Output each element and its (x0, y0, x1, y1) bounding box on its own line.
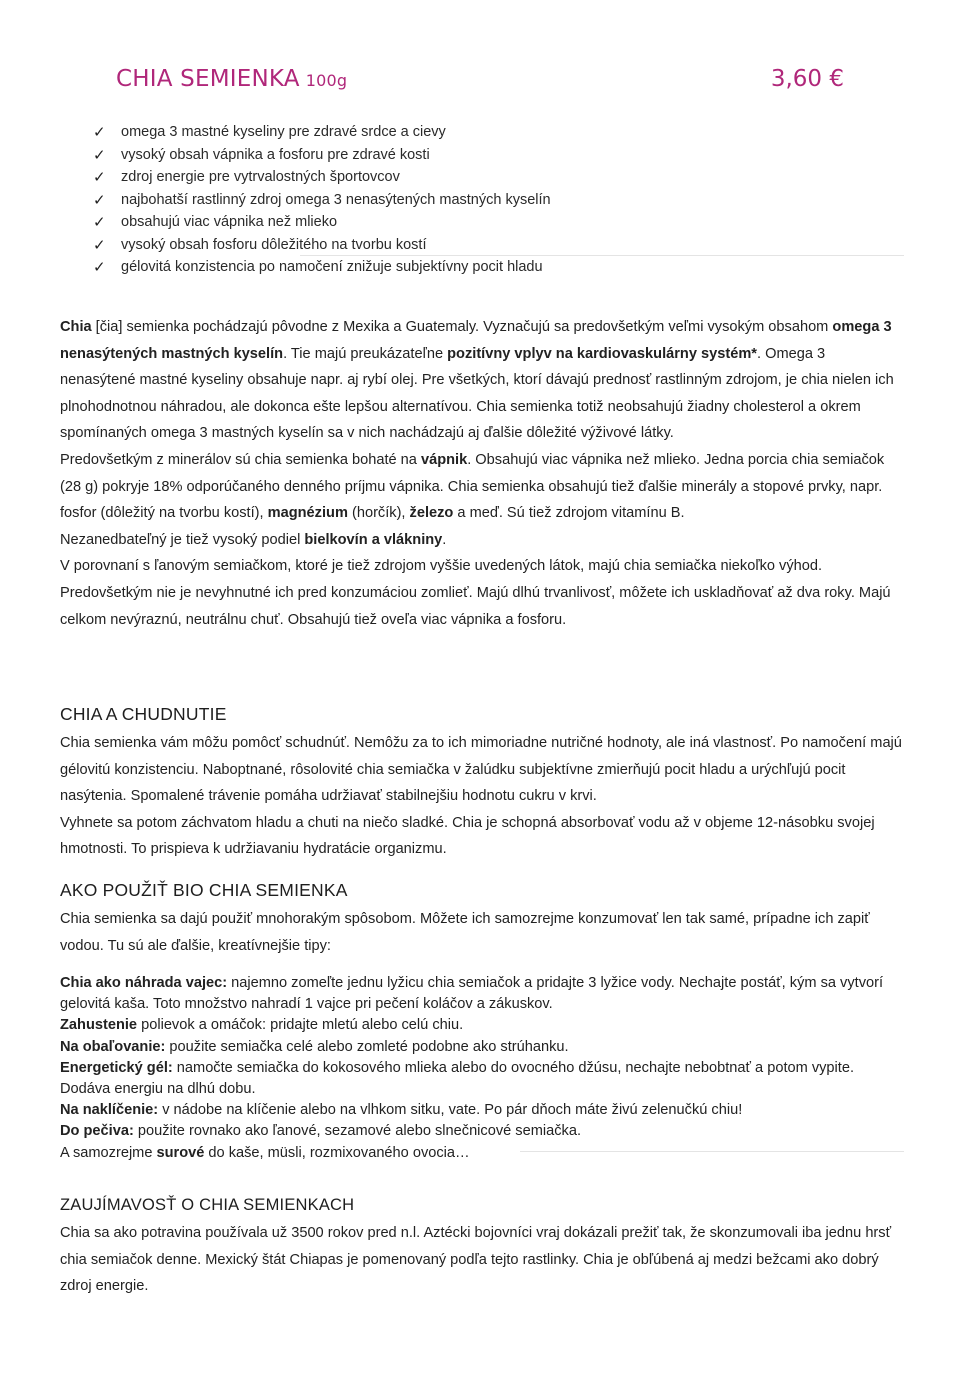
intro-block (60, 314, 902, 633)
facts-paragraph: Chia sa ako potravina používala už 3500 rokov pred n.l. Aztécki bojovníci vraj dokázali prežiť tak, že skonzumovali iba jednu hrsť chia semiačok denne. Mexický štát Chiapas je pomenovaný podľa tejto rastlinky. Chia je obľúbená aj medzi bežcami ako dobrý zdroj energie. (60, 1225, 892, 1295)
check-icon: ✓ (93, 168, 106, 186)
diet-paragraph-1: Chia semienka vám môžu pomôcť schudnúť. Nemôžu za to ich mimoriadne nutričné hodnoty, ale iná vlastnosť. Po namočení majú gélovitú konzistenciu. Naboptnané, rôsolovité chia semiačka v žalúdku subjektívne zmierňujú pocit hladu a urýchľujú pocit nasýtenia. Spomalené trávenie pomáha udržiavať stabilnejšiu hodnotu cukru v krvi. (60, 735, 902, 805)
checklist-item: ✓ vysoký obsah vápnika a fosforu pre zdravé kosti (93, 144, 903, 167)
checklist-item: ✓ najbohatší rastlinný zdroj omega 3 nenasýtených mastných kyselín (93, 189, 903, 212)
product-price: 3,60 € (770, 66, 844, 92)
heading-usage: AKO POUŽIŤ BIO CHIA SEMIENKA (60, 880, 348, 900)
check-icon: ✓ (93, 123, 106, 141)
tip-item: Do pečiva: použite rovnako ako ľanové, sezamové alebo slnečnicové semiačka. (60, 1123, 581, 1140)
divider (300, 255, 904, 256)
protein-paragraph: Nezanedbateľný je tiež vysoký podiel bielkovín a vlákniny. (60, 531, 447, 548)
usage-intro: Chia semienka sa dajú použiť mnohorakým spôsobom. Môžete ich samozrejme konzumovať len tak samé, prípadne ich zapiť vodou. Tu sú ale ďalšie, kreatívnejšie tipy: (60, 911, 870, 954)
minerals-paragraph: Predovšetkým z minerálov sú chia semienka bohaté na vápnik. Obsahujú viac vápnika než mlieko. Jedna porcia chia semiačok (28 g) pokryje 18% odporúčaného denného príjmu vápnika. Chia semienka obsahujú tiež ďalšie minerály a stopové prvky, napr. fosfor (dôležitý na tvorbu kostí), magnézium (horčík), železo a meď. Sú tiež zdrojom vitamínu B. (60, 451, 885, 522)
tip-item: Energetický gél: namočte semiačka do kokosového mlieka alebo do ovocného džúsu, nechajte nebobtnať a potom vypite. Dodáva energiu na dlhú dobu. (60, 1059, 855, 1098)
usage-tips (60, 973, 902, 1164)
tip-item: Na obaľovanie: použite semiačka celé alebo zomleté podobne ako strúhanku. (60, 1038, 569, 1055)
tip-item: Zahustenie polievok a omáčok: pridajte mletú alebo celú chiu. (60, 1017, 464, 1034)
tip-item: Chia ako náhrada vajec: najemno zomeľte jednu lyžicu chia semiačok a pridajte 3 lyžice vody. Nechajte postáť, kým sa vytvorí gelovitá kaša. Toto množstvo nahradí 1 vajce pri pečení koláčov a zákuskov. (60, 975, 884, 1013)
usage-intro-block (60, 906, 902, 959)
checklist-item: ✓ zdroj energie pre vytrvalostných športovcov (93, 166, 903, 189)
product-title (116, 66, 347, 92)
tip-item: A samozrejme surové do kaše, müsli, rozmixovaného ovocia… (60, 1144, 470, 1161)
flax-paragraph: V porovnaní s ľanovým semiačkom, ktoré je tiež zdrojom vyššie uvedených látok, majú chia semiačka niekoľko výhod. Predovšetkým nie je nevyhnutné ich pred konzumáciou zomlieť. Majú dlhú trvanlivosť, môžete ich uskladňovať až dva roky. Majú celkom nevýraznú, neutrálnu chuť. Obsahujú tiež oveľa viac vápnika a fosforu. (60, 558, 891, 628)
product-name: CHIA SEMIENKA (116, 66, 300, 92)
check-icon: ✓ (93, 235, 106, 254)
checklist-item: ✓ obsahujú viac vápnika než mlieko (93, 211, 903, 234)
check-icon: ✓ (93, 145, 106, 164)
diet-block (60, 730, 902, 863)
tip-item: Na naklíčenie: v nádobe na klíčenie alebo na vlhkom sitku, vate. Po pár dňoch máte živú zelenučkú chiu! (60, 1102, 743, 1119)
intro-paragraph: Chia [čia] semienka pochádzajú pôvodne z Mexika a Guatemaly. Vyznačujú sa predovšetkým veľmi vysokým obsahom omega 3 nenasýtených mastných kyselín. Tie majú preukázateľne pozitívny vplyv na kardiovaskulárny systém*. Omega 3 nenasýtené mastné kyseliny obsahuje napr. aj rybí olej. Pre všetkých, ktorí dávajú prednosť rastlinným zdrojom, je chia nielen ich plnohodnotnou náhradou, ale dokonca ešte lepšou alternatívou. Chia semienka totiž neobsahujú žiadny cholesterol a okrem spomínaných omega 3 mastných kyselín sa v nich nachádzajú aj ďalšie dôležité výživové látky. (60, 319, 894, 442)
facts-block (60, 1220, 902, 1300)
product-weight: 100g (305, 71, 348, 90)
diet-paragraph-2: Vyhnete sa potom záchvatom hladu a chuti na niečo sladké. Chia je schopná absorbovať vodu až v objeme 12-násobku svojej hmotnosti. To prispieva k udržiavaniu hydratácie organizmu. (60, 814, 875, 858)
check-icon: ✓ (93, 213, 106, 231)
checklist-item: ✓ gélovitá konzistencia po namočení znižuje subjektívny pocit hladu (93, 256, 903, 279)
product-header (116, 66, 844, 100)
heading-facts: ZAUJÍMAVOSŤ O CHIA SEMIENKACH (60, 1196, 355, 1214)
divider (520, 1151, 904, 1152)
check-icon: ✓ (93, 190, 106, 209)
heading-diet: CHIA A CHUDNUTIE (60, 704, 227, 724)
checklist-item: ✓ vysoký obsah fosforu dôležitého na tvorbu kostí (93, 234, 903, 257)
checklist-item: ✓ omega 3 mastné kyseliny pre zdravé srdce a cievy (93, 121, 903, 144)
check-icon: ✓ (93, 258, 106, 276)
